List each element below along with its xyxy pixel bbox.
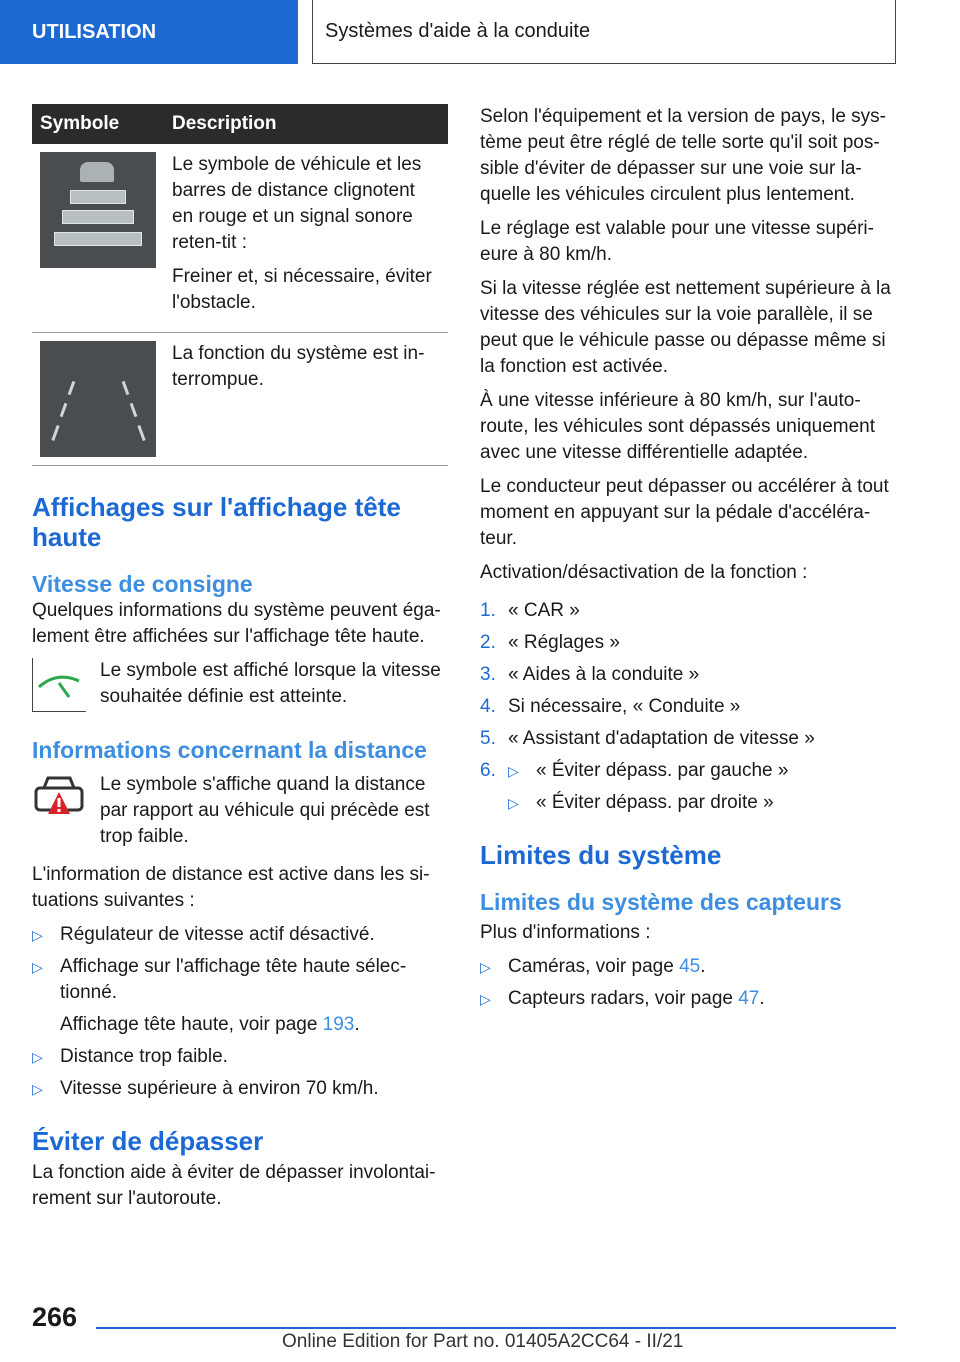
right-column <box>480 104 896 1018</box>
triangle-bullet-icon: ▷ <box>508 795 519 811</box>
speed-icon-row <box>32 658 448 712</box>
hud-page-ref: Affichage tête haute, voir page 193. <box>60 1014 360 1035</box>
list-item: ▷ Caméras, voir page 45. <box>480 954 896 980</box>
paragraph: Si la vitesse réglée est nettement supérieure à la vitesse des véhicules sur la voie parallèle, il se peut que le véhicule passe ou dépasse même si la fonction est activée. <box>480 278 891 377</box>
list-item: 6. ▷ « Éviter dépass. par gauche » ▷ « Éviter dépass. par droite » <box>480 758 896 816</box>
list-item: 1. « CAR » <box>480 600 580 621</box>
activation-steps <box>480 598 896 816</box>
page-link-193[interactable]: 193 <box>322 1014 355 1035</box>
list-item: 3. « Aides à la conduite » <box>480 664 700 685</box>
triangle-bullet-icon: ▷ <box>32 959 43 975</box>
more-info-label: Plus d'informations : <box>480 922 651 943</box>
distance-icon-text: Le symbole s'affiche quand la distance par rapport au véhicule qui précède est trop faible. <box>100 774 430 847</box>
section-title: UTILISATION <box>32 20 157 43</box>
list-item: 5. « Assistant d'adaptation de vitesse » <box>480 728 815 749</box>
paragraph: Selon l'équipement et la version de pays, le sys-tème peut être réglé de telle sorte qu'il soit pos-sible d'éviter de dépasser sur une voie sur la-quelle les véhicules circulent plus lentement. <box>480 106 887 205</box>
speed-reached-icon <box>32 658 86 712</box>
row1-desc-2: Freiner et, si nécessaire, éviter l'obstacle. <box>172 266 432 313</box>
triangle-bullet-icon: ▷ <box>32 1081 43 1097</box>
triangle-bullet-icon: ▷ <box>32 1049 43 1065</box>
list-item: ▷ Régulateur de vitesse actif désactivé. <box>32 922 448 948</box>
col-symbol-header: Symbole <box>32 104 164 144</box>
speed-subtitle: Vitesse de consigne <box>32 571 253 597</box>
col-description-header: Description <box>164 104 448 144</box>
lane-lines-interrupted-icon <box>40 341 156 457</box>
section-tab <box>0 0 298 64</box>
list-item: ▷ Distance trop faible. <box>32 1044 448 1070</box>
triangle-bullet-icon: ▷ <box>480 959 491 975</box>
speed-text: Quelques informations du système peuvent éga-lement être affichées sur l'affichage tête haute. <box>32 600 441 647</box>
list-item: 2. « Réglages » <box>480 632 620 653</box>
distance-subtitle: Informations concernant la distance <box>32 737 427 763</box>
system-limits-title: Limites du système <box>480 840 722 870</box>
table-row <box>32 333 448 466</box>
hud-title: Affichages sur l'affichage tête haute <box>32 492 401 552</box>
page-link-45[interactable]: 45 <box>679 956 701 977</box>
speed-icon-text: Le symbole est affiché lorsque la vitesse souhaitée définie est atteinte. <box>100 660 441 707</box>
row2-desc-1: La fonction du système est in-terrompue. <box>172 343 425 390</box>
paragraph: Le conducteur peut dépasser ou accélérer à tout moment en appuyant sur la pédale d'accéléra-teur. <box>480 476 889 549</box>
paragraph: À une vitesse inférieure à 80 km/h, sur l'auto-route, les véhicules sont dépassés uniquement avec une vitesse différentielle adaptée. <box>480 390 876 463</box>
chapter-title: Systèmes d'aide à la conduite <box>325 20 591 42</box>
table-row <box>32 144 448 333</box>
page-number: 266 <box>32 1302 78 1332</box>
paragraph: Le réglage est valable pour une vitesse supéri-eure à 80 km/h. <box>480 218 874 265</box>
row1-desc-1: Le symbole de véhicule et les barres de distance clignotent en rouge et un signal sonore reten-tit : <box>172 154 422 253</box>
left-column <box>32 104 448 1212</box>
triangle-bullet-icon: ▷ <box>480 991 491 1007</box>
avoid-overtaking-text: La fonction aide à éviter de dépasser involontai-rement sur l'autoroute. <box>32 1162 436 1209</box>
distance-icon-row <box>32 772 448 850</box>
symbol-table <box>32 104 448 466</box>
footer-divider <box>96 1327 896 1329</box>
list-item: ▷ Capteurs radars, voir page 47. <box>480 986 896 1012</box>
triangle-bullet-icon: ▷ <box>508 763 519 779</box>
paragraph: Activation/désactivation de la fonction : <box>480 562 808 583</box>
distance-conditions-list <box>32 922 448 1102</box>
edition-note: Online Edition for Part no. 01405A2CC64 - II/21 <box>282 1331 684 1352</box>
list-item: ▷ Vitesse supérieure à environ 70 km/h. <box>32 1076 448 1102</box>
page-link-47[interactable]: 47 <box>738 988 760 1009</box>
sensor-limits-title: Limites du système des capteurs <box>480 889 842 915</box>
distance-warning-car-icon <box>32 772 86 827</box>
distance-bars-red-icon <box>40 152 156 268</box>
sensor-refs-list <box>480 954 896 1012</box>
triangle-bullet-icon: ▷ <box>32 927 43 943</box>
avoid-overtaking-title: Éviter de dépasser <box>32 1126 264 1156</box>
distance-intro: L'information de distance est active dans les si-tuations suivantes : <box>32 864 430 911</box>
chapter-header <box>312 0 896 64</box>
list-item: ▷ Affichage sur l'affichage tête haute sélec-tionné. Affichage tête haute, voir page 193. <box>32 954 448 1038</box>
list-item: 4. Si nécessaire, « Conduite » <box>480 696 741 717</box>
